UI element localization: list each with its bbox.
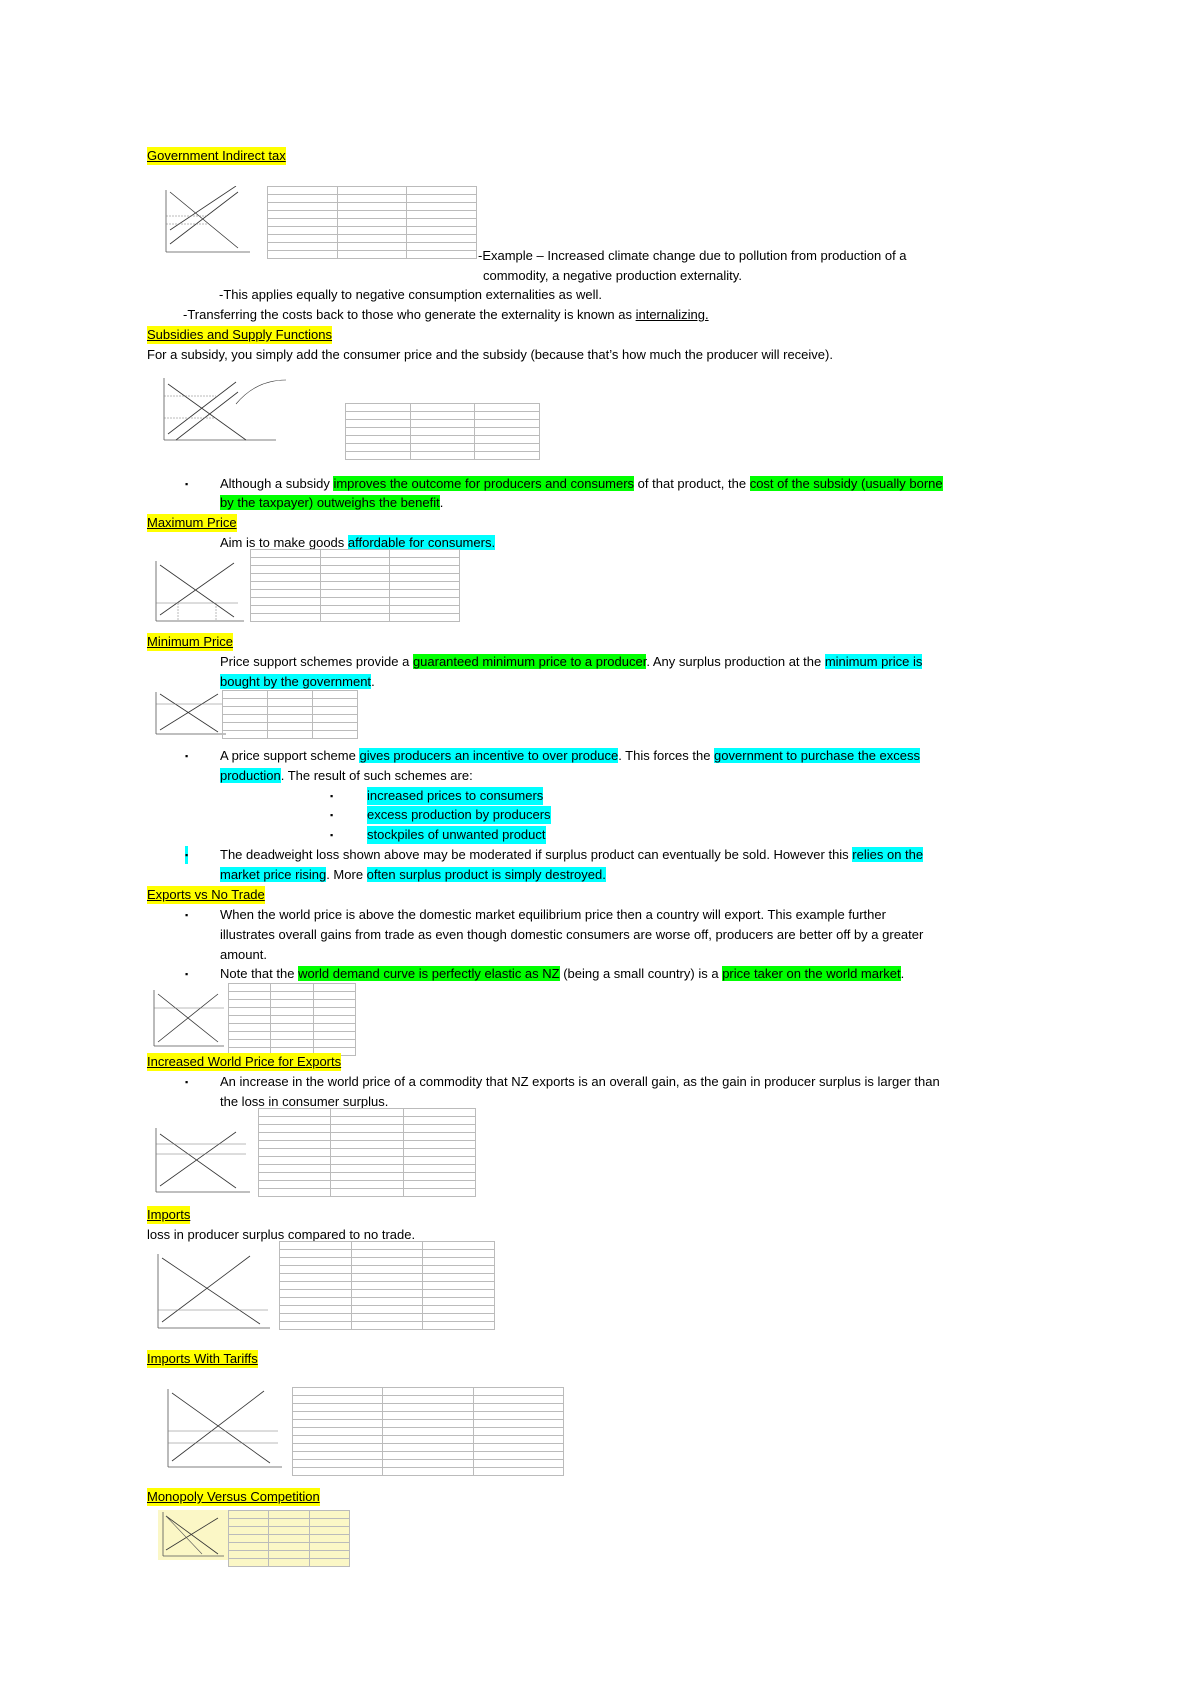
- bullet-icon: ▪: [185, 1077, 189, 1087]
- tariffs-table-icon: [292, 1387, 564, 1476]
- min-price-bullet2-line1: The deadweight loss shown above may be moderated if surplus product can eventually be sold. However this relies on the: [220, 847, 924, 862]
- monopoly-diagram-icon: [158, 1510, 228, 1560]
- indirect-tax-applies: -This applies equally to negative consumption externalities as well.: [219, 287, 602, 302]
- max-price-aim: Aim is to make goods affordable for consumers.: [220, 535, 496, 550]
- imports-table-icon: [279, 1241, 495, 1330]
- bullet-icon: ▪: [185, 969, 189, 979]
- heading-subsidies: Subsidies and Supply Functions: [147, 327, 333, 342]
- tax-diagram-icon: [158, 186, 253, 258]
- subsidies-intro: For a subsidy, you simply add the consumer price and the subsidy (because that’s how much the producer will receive).: [147, 347, 833, 362]
- increased-world-diagram-icon: [150, 1126, 256, 1196]
- subsidy-bullet-line1: Although a subsidy improves the outcome for producers and consumers of that product, the cost of the subsidy (usually borne: [220, 476, 943, 491]
- bullet-icon: ▪: [185, 910, 189, 920]
- min-price-bullet1-line1: A price support scheme gives producers an incentive to over produce. This forces the government to purchase the excess: [220, 748, 920, 763]
- exports-bullet2: Note that the world demand curve is perfectly elastic as NZ (being a small country) is a price taker on the world market.: [220, 966, 905, 981]
- increased-world-line2: the loss in consumer surplus.: [220, 1094, 389, 1109]
- min-price-bullet1-line2: production. The result of such schemes are:: [220, 768, 473, 783]
- max-price-table-icon: [250, 549, 460, 622]
- bullet-icon: ▪: [185, 751, 189, 761]
- exports-bullet1-line3: amount.: [220, 947, 267, 962]
- bullet-icon: ▪: [330, 791, 334, 801]
- increased-world-table-icon: [258, 1108, 476, 1197]
- tariffs-diagram-icon: [158, 1387, 286, 1475]
- bullet-icon: ▪: [185, 846, 188, 864]
- imports-diagram-icon: [150, 1252, 275, 1334]
- monopoly-table-icon: [228, 1510, 350, 1567]
- heading-maximum-price: Maximum Price: [147, 515, 237, 530]
- min-price-table-icon: [222, 690, 358, 739]
- increased-world-line1: An increase in the world price of a commodity that NZ exports is an overall gain, as the gain in producer surplus is larger than: [220, 1074, 940, 1089]
- min-price-line1: Price support schemes provide a guaranteed minimum price to a producer. Any surplus production at the minimum price is: [220, 654, 923, 669]
- indirect-tax-transfer: -Transferring the costs back to those who generate the externality is known as internalizing.: [183, 307, 709, 322]
- subsidy-bullet-line2: by the taxpayer) outweighs the benefit.: [220, 495, 444, 510]
- indirect-tax-example-cont: commodity, a negative production externality.: [483, 268, 742, 283]
- imports-text: loss in producer surplus compared to no trade.: [147, 1227, 416, 1242]
- exports-bullet1-line2: illustrates overall gains from trade as even though domestic consumers are worse off, producers are better off by a greater: [220, 927, 924, 942]
- heading-imports: Imports: [147, 1207, 191, 1222]
- max-price-diagram-icon: [148, 557, 248, 627]
- min-price-diagram-icon: [150, 690, 230, 738]
- tax-table-icon: [267, 186, 477, 259]
- indirect-tax-example: -Example – Increased climate change due to pollution from production of a: [478, 248, 907, 263]
- min-price-bullet2-line2: market price rising. More often surplus product is simply destroyed.: [220, 867, 606, 882]
- subsidy-table-icon: [345, 403, 540, 460]
- subsidy-diagram-icon: [156, 374, 346, 446]
- heading-minimum-price: Minimum Price: [147, 634, 233, 649]
- internalizing-term: internalizing.: [635, 307, 709, 322]
- min-price-line2: bought by the government.: [220, 674, 375, 689]
- bullet-icon: ▪: [330, 810, 334, 820]
- min-price-result-3: stockpiles of unwanted product: [367, 827, 546, 842]
- bullet-icon: ▪: [185, 479, 189, 489]
- heading-indirect-tax: Government Indirect tax: [147, 148, 286, 163]
- bullet-icon: ▪: [330, 830, 334, 840]
- heading-imports-tariffs: Imports With Tariffs: [147, 1351, 258, 1366]
- exports-diagram-icon: [148, 988, 228, 1050]
- min-price-result-2: excess production by producers: [367, 807, 551, 822]
- exports-bullet1-line1: When the world price is above the domestic market equilibrium price then a country will export. This example further: [220, 907, 886, 922]
- heading-monopoly: Monopoly Versus Competition: [147, 1489, 320, 1504]
- exports-table-icon: [228, 983, 356, 1056]
- heading-increased-world-price: Increased World Price for Exports: [147, 1054, 342, 1069]
- min-price-result-1: increased prices to consumers: [367, 788, 544, 803]
- heading-exports: Exports vs No Trade: [147, 887, 265, 902]
